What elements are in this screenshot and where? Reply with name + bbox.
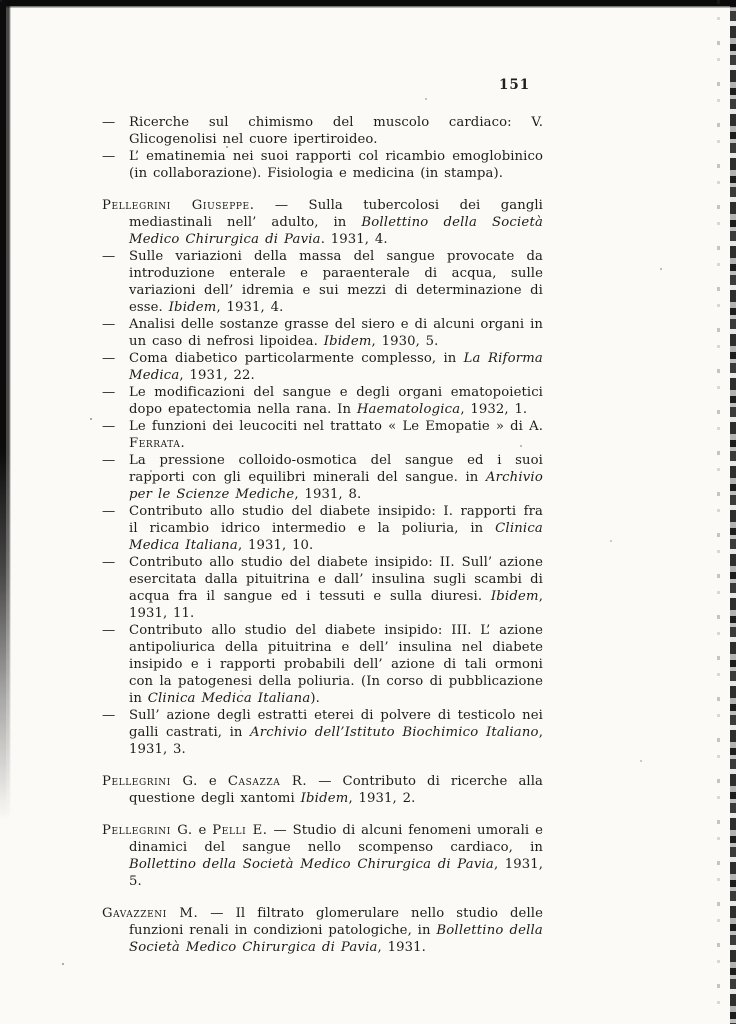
- entry-text: La pressione colloido-osmotica del sangue ed i suoi rapporti con gli equilibri minerali del sangue. in: [129, 453, 543, 485]
- em-dash: —: [102, 351, 116, 366]
- entry-text: — Sulla tubercolosi dei gangli mediastinali nell’ adulto, in: [129, 198, 543, 230]
- entry-text: e: [197, 774, 228, 789]
- bib-entry-dash: [102, 114, 543, 148]
- journal-title: Bollettino della Società Medico Chirurgica di Pavia: [129, 857, 494, 872]
- journal-title: Ibidem: [323, 334, 372, 349]
- scan-noise: [0, 0, 2, 2]
- author-name: Pelli E.: [212, 823, 268, 838]
- journal-title: Archivio dell’Istituto Biochimico Italiano: [250, 725, 539, 740]
- entry-text: , 1931.: [377, 940, 426, 955]
- page-number: 151: [499, 77, 531, 93]
- scan-edge-right: [730, 0, 736, 1024]
- journal-title: Ibidem: [490, 589, 539, 604]
- bib-entry-dash: [102, 418, 543, 452]
- author-name: Gavazzeni M.: [102, 906, 199, 921]
- bib-entry-author: [102, 822, 543, 890]
- journal-title: Haematologica: [356, 402, 461, 417]
- em-dash: —: [102, 419, 116, 434]
- entry-text: , 1932, 1.: [460, 402, 528, 417]
- author-name: Pellegrini G.: [102, 823, 193, 838]
- journal-title: Archivio per le Scienze Mediche: [129, 470, 543, 502]
- bib-entry-dash: [102, 384, 543, 418]
- bib-entry-dash: [102, 554, 543, 622]
- author-name: Casazza R.: [227, 774, 308, 789]
- author-name: Pellegrini G.: [102, 774, 198, 789]
- journal-title: Bollettino della Società Medico Chirurgica di Pavia: [129, 215, 543, 247]
- entry-text: . 1931, 4.: [320, 232, 388, 247]
- journal-title: Ibidem: [300, 791, 349, 806]
- entry-text: , 1931, 5.: [129, 857, 543, 889]
- entry-text: , 1931, 2.: [348, 791, 416, 806]
- entry-text: — Studio di alcuni fenomeni umorali e dinamici del sangue nello scompenso cardiaco, in: [129, 823, 543, 855]
- bib-entry-dash: [102, 248, 543, 316]
- em-dash: —: [102, 555, 116, 570]
- em-dash: —: [102, 385, 116, 400]
- em-dash: —: [102, 708, 116, 723]
- bib-entry-author: [102, 197, 543, 248]
- journal-title: Bollettino della Società Medico Chirurgica di Pavia: [129, 923, 543, 955]
- author-name: Ferrata: [129, 436, 181, 451]
- journal-title: La Riforma Medica: [129, 351, 543, 383]
- bib-entry-dash: [102, 503, 543, 554]
- journal-title: Clinica Medica Italiana: [129, 521, 543, 553]
- entry-text: Contributo allo studio del diabete insipido: II. Sull’ azione esercitata dalla pituitrina e dall’ insulina sugli scambi di acqua fra il sangue ed i tessuti e sulla diuresi.: [129, 555, 543, 604]
- em-dash: —: [102, 504, 116, 519]
- entry-text: Contributo allo studio del diabete insipido: I. rapporti fra il ricambio idrico intermedio e la poliuria, in: [129, 504, 543, 536]
- scan-edge-left: [0, 0, 11, 820]
- entry-text: , 1931, 11.: [129, 589, 543, 621]
- bib-entry-author: [102, 905, 543, 956]
- journal-title: Ibidem: [168, 300, 217, 315]
- em-dash: —: [102, 149, 116, 164]
- entry-text: .: [180, 436, 185, 451]
- entry-text: Le funzioni dei leucociti nel trattato « Le Emopatie » di A.: [129, 419, 543, 434]
- bib-entry-dash: [102, 452, 543, 503]
- entry-text: Contributo allo studio del diabete insipido: III. L’ azione antipoliurica della pituitrina e dell’ insulina nel diabete insipido e i rapporti probabili dell’ azione di tali ormoni con la patogenesi della poliuria. (In corso di pubblicazione in: [129, 623, 543, 706]
- em-dash: —: [102, 453, 116, 468]
- entry-text: Ricerche sul chimismo del muscolo cardiaco: V. Glicogenolisi nel cuore ipertiroideo.: [129, 115, 543, 147]
- em-dash: —: [102, 249, 116, 264]
- scan-edge-right-faint: [717, 0, 720, 1024]
- em-dash: —: [102, 115, 116, 130]
- entry-text: e: [192, 823, 213, 838]
- entry-text: , 1931, 4.: [216, 300, 284, 315]
- entry-text: L’ ematinemia nei suoi rapporti col ricambio emoglobinico (in collaborazione). Fisiologia e medicina (in stampa).: [129, 149, 543, 181]
- bib-entry-dash: [102, 622, 543, 707]
- bibliography: [102, 114, 543, 956]
- entry-text: , 1930, 5.: [371, 334, 439, 349]
- entry-text: Analisi delle sostanze grasse del siero e di alcuni organi in un caso di nefrosi lipoidea.: [129, 317, 543, 349]
- em-dash: —: [102, 317, 116, 332]
- entry-text: Coma diabetico particolarmente complesso, in: [129, 351, 464, 366]
- journal-title: Clinica Medica Italiana: [147, 691, 311, 706]
- entry-text: — Contributo di ricerche alla questione degli xantomi: [129, 774, 544, 806]
- scan-edge-top: [0, 0, 736, 8]
- author-name: Pellegrini Giuseppe.: [102, 198, 255, 213]
- entry-text: , 1931, 10.: [237, 538, 314, 553]
- entry-text: Sull’ azione degli estratti eterei di polvere di testicolo nei galli castrati, in: [129, 708, 543, 740]
- entry-text: — Il filtrato glomerulare nello studio delle funzioni renali in condizioni patologiche, in: [129, 906, 543, 938]
- entry-text: Le modificazioni del sangue e degli organi ematopoietici dopo epatectomia nella rana. In: [129, 385, 543, 417]
- bib-entry-author: [102, 773, 543, 807]
- em-dash: —: [102, 623, 116, 638]
- bib-entry-dash: [102, 350, 543, 384]
- entry-text: , 1931, 8.: [294, 487, 362, 502]
- entry-text: , 1931, 3.: [129, 725, 543, 757]
- entry-text: Sulle variazioni della massa del sangue provocate da introduzione enterale e paraenterale di acqua, sulle variazioni dell’ idremia e sui mezzi di determinazione di esse.: [129, 249, 543, 315]
- bib-entry-dash: [102, 316, 543, 350]
- entry-text: , 1931, 22.: [179, 368, 255, 383]
- entry-text: ).: [310, 691, 320, 706]
- bib-entry-dash: [102, 707, 543, 758]
- bib-entry-dash: [102, 148, 543, 182]
